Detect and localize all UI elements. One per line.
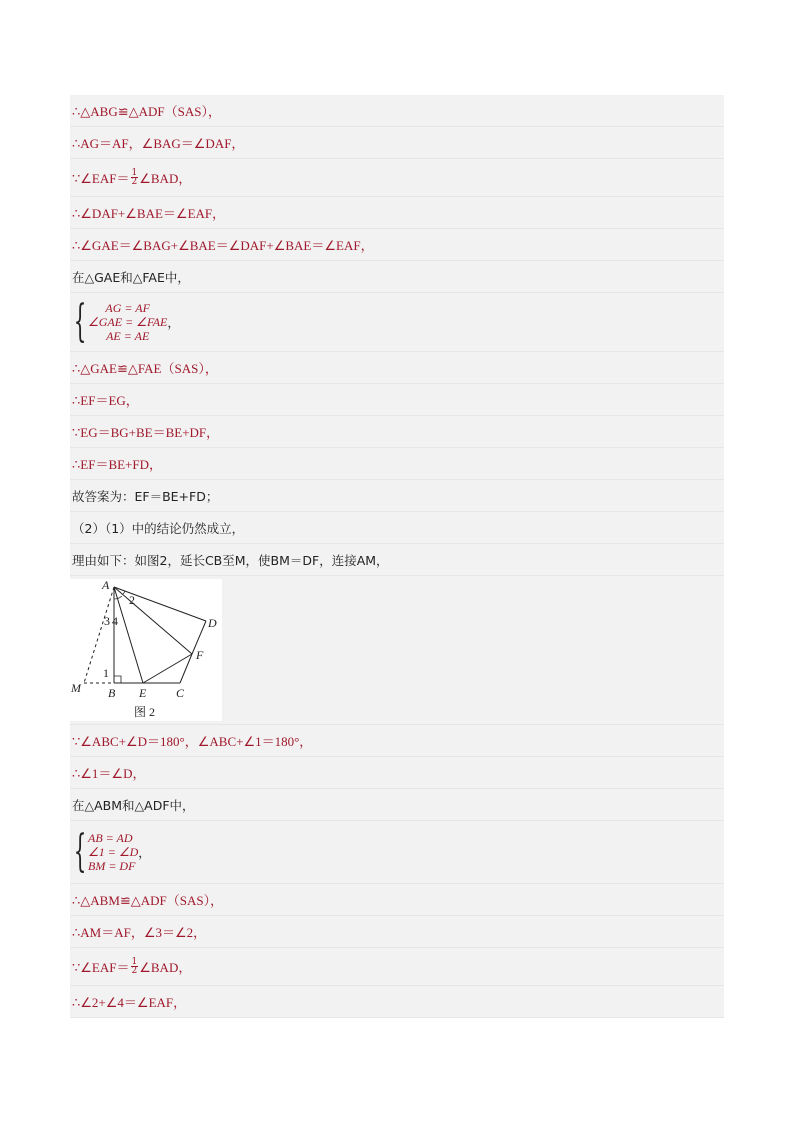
solution-line — [70, 384, 724, 416]
part-heading: （2）（1）中的结论仍然成立， — [72, 520, 245, 536]
solution-line — [70, 986, 724, 1018]
proof-step: ∴∠GAE＝∠BAG+∠BAE＝∠DAF+∠BAE＝∠EAF， — [72, 238, 374, 253]
segment-ad — [114, 587, 206, 621]
solution-line — [70, 261, 724, 293]
vertex-label-d: D — [208, 616, 217, 630]
angle-label-4: 4 — [112, 614, 118, 628]
angle-label-3: 3 — [104, 614, 110, 628]
system-row: ∠GAE = ∠FAE — [88, 315, 168, 329]
proof-step: ∵∠EAF＝ — [72, 171, 130, 186]
vertex-label-b: B — [108, 686, 116, 700]
system-row: BM = DF — [88, 859, 136, 873]
fraction-numerator: 1 — [131, 957, 138, 967]
solution-line — [70, 916, 724, 948]
solution-line — [70, 725, 724, 757]
angle-arc — [114, 596, 122, 599]
reason-line: 理由如下：如图2，延长CB至M，使BM＝DF，连接AM， — [72, 552, 389, 568]
proof-step: ∴AM＝AF，∠3＝∠2， — [72, 925, 207, 940]
fraction-half — [131, 958, 139, 975]
geometry-figure — [70, 579, 222, 721]
right-angle-mark — [114, 676, 121, 683]
equation-system — [72, 293, 180, 351]
proof-step: ∴∠2+∠4＝∠EAF， — [72, 995, 187, 1010]
proof-step: ∴EF＝EG， — [72, 393, 139, 408]
fraction-half — [131, 169, 139, 186]
solution-line — [70, 512, 724, 544]
solution-line — [70, 884, 724, 916]
proof-step: ∵∠EAF＝ — [72, 960, 130, 975]
left-brace: { — [73, 296, 87, 347]
figure-block — [70, 576, 724, 725]
proof-step: ∴△GAE≌△FAE（SAS）， — [72, 361, 218, 376]
quadrilateral-diagram — [70, 579, 222, 721]
segment-ef — [143, 654, 192, 683]
angle-label-1: 1 — [103, 666, 109, 680]
system-row: ∠1 = ∠D — [88, 845, 139, 859]
solution-line — [70, 95, 724, 127]
solution-line — [70, 448, 724, 480]
fraction-denominator: 2 — [131, 966, 138, 976]
punctuation: ， — [167, 315, 180, 330]
proof-step: 在△ABM和△ADF中， — [72, 797, 195, 813]
equation-system-line — [70, 821, 724, 884]
answer-line: 故答案为：EF＝BE+FD； — [72, 488, 219, 504]
left-brace: { — [73, 826, 87, 877]
solution-line — [70, 127, 724, 159]
solution-line — [70, 416, 724, 448]
equation-system — [72, 821, 151, 883]
solution-line — [70, 757, 724, 789]
fraction-denominator: 2 — [131, 177, 138, 187]
proof-step: ∵∠ABC+∠D＝180°，∠ABC+∠1＝180°， — [72, 734, 313, 749]
angle-arc — [123, 591, 125, 594]
angle-label-2: 2 — [129, 593, 135, 607]
solution-line — [70, 352, 724, 384]
proof-step: ∴∠DAF+∠BAE＝∠EAF， — [72, 206, 226, 221]
solution-line — [70, 159, 724, 197]
solution-line — [70, 789, 724, 821]
system-row: AG = AF — [105, 301, 150, 315]
proof-step: ∴AG＝AF，∠BAG＝∠DAF， — [72, 136, 245, 151]
vertex-label-a: A — [102, 579, 110, 592]
equation-system-line — [70, 293, 724, 352]
vertex-label-m: M — [71, 681, 81, 695]
fraction-numerator: 1 — [131, 168, 138, 178]
punctuation: ， — [138, 845, 151, 860]
proof-step: ∠BAD， — [139, 171, 192, 186]
solution-line — [70, 480, 724, 512]
proof-step: ∴△ABG≌△ADF（SAS）， — [72, 104, 221, 119]
proof-step: 在△GAE和△FAE中， — [72, 269, 190, 285]
solution-line — [70, 948, 724, 986]
proof-step: ∵EG＝BG+BE＝BE+DF， — [72, 425, 220, 440]
solution-content — [70, 95, 724, 1018]
system-rows — [88, 831, 138, 873]
proof-step: ∴EF＝BE+FD， — [72, 457, 163, 472]
dashed-segment-am — [84, 587, 114, 683]
segment-cf — [180, 654, 192, 683]
solution-line — [70, 229, 724, 261]
vertex-label-c: C — [176, 686, 185, 700]
solution-line — [70, 197, 724, 229]
vertex-label-f: F — [196, 648, 204, 662]
proof-step: ∠BAD， — [139, 960, 192, 975]
segment-af — [114, 587, 192, 654]
figure-caption: 图 2 — [134, 705, 156, 719]
system-rows — [88, 301, 167, 343]
proof-step: ∴∠1＝∠D， — [72, 766, 146, 781]
proof-step: ∴△ABM≌△ADF（SAS）， — [72, 893, 224, 908]
system-row: AB = AD — [88, 831, 133, 845]
vertex-label-e: E — [139, 686, 147, 700]
solution-line — [70, 544, 724, 576]
system-row: AE = AE — [106, 329, 150, 343]
